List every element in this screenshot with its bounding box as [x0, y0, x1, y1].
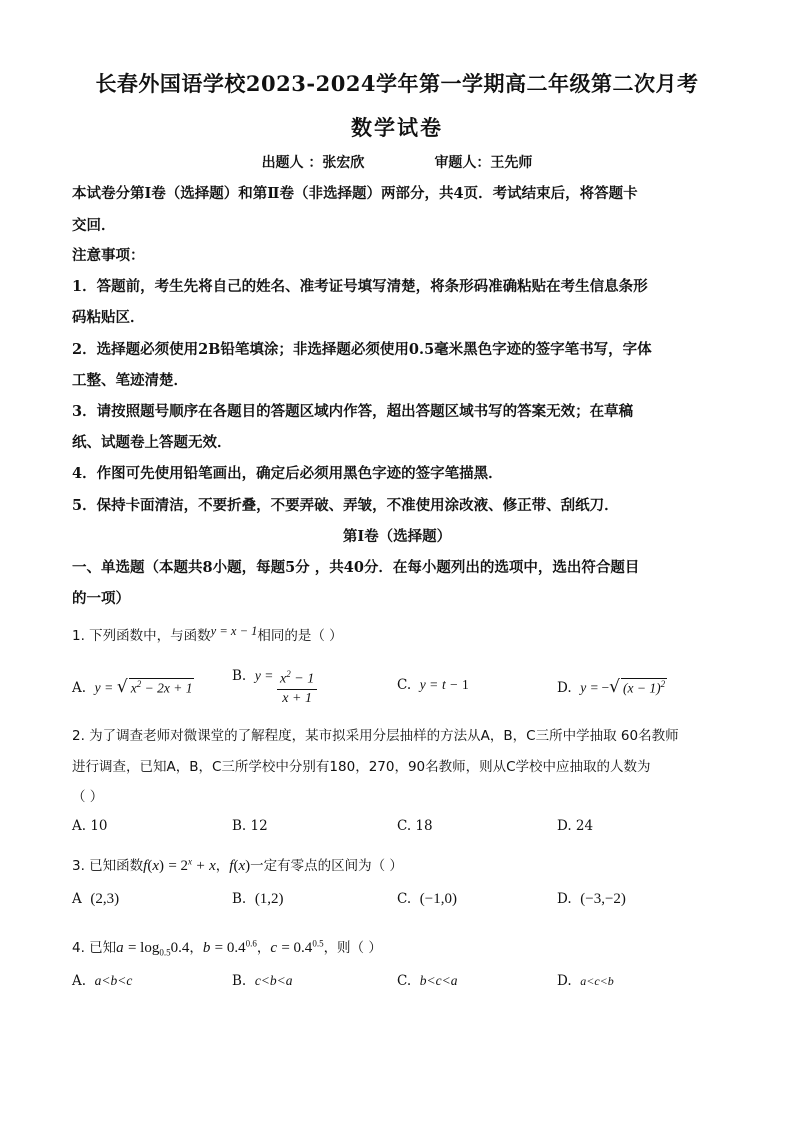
note-line: 工整、笔迹清楚．: [72, 372, 188, 389]
setter: 出题人 ：张宏欣: [261, 155, 365, 171]
question-1-stem: 1. 下列函数中，与函数y = x − 1相同的是（ ）: [72, 624, 343, 644]
exam-title: 长春外国语学校2023-2024学年第一学期高二年级第二次月考: [95, 71, 699, 96]
question-4-option-d[interactable]: D. a<c<b: [557, 973, 614, 989]
note-line: 5．保持卡面清洁，不要折叠，不要弄破、弄皱，不准使用涂改液、修正带、刮纸刀．: [72, 497, 619, 514]
question-4-option-b[interactable]: B. c<b<a: [232, 973, 293, 989]
question-3-stem: 3. 已知函数$f(x) = 2^x + x$，f(x)一定有零点的区间为（ ）: [72, 856, 403, 874]
question-2-line-1: 2. 为了调查老师对微课堂的了解程度，某市拟采用分层抽样的方法从A，B，C三所中学抽取 60名教师: [72, 728, 679, 744]
question-2-option-c[interactable]: C. 18: [397, 818, 433, 834]
note-line: 纸、试题卷上答题无效．: [72, 434, 232, 451]
intro-line-2: 交回．: [72, 217, 116, 234]
authors-line: [0, 152, 794, 172]
note-line: 码粘贴区．: [72, 309, 145, 326]
question-1-option-d[interactable]: D. y = −√ $(x - 1)^2$: [557, 677, 666, 697]
question-3-option-b[interactable]: B. (1,2): [232, 891, 284, 907]
question-2-line-3: （ ）: [72, 789, 104, 805]
question-1-option-c[interactable]: C. y = t − 1: [397, 677, 469, 693]
question-1-option-b[interactable]: B. y = $\frac{x^2 - 1}{x + 1}$: [232, 665, 317, 708]
question-3-option-a[interactable]: A (2,3): [72, 891, 120, 907]
question-1-option-a[interactable]: A. y = √ $x^2 - 2x + 1$: [72, 677, 193, 697]
question-2-option-d[interactable]: D. 24: [557, 818, 594, 834]
note-line: 3．请按照题号顺序在各题目的答题区域内作答，超出答题区域书写的答案无效；在草稿: [72, 403, 634, 420]
question-2-line-2: 进行调查，已知A，B，C三所学校中分别有180，270，90名教师，则从C学校中应抽取的人数为: [72, 759, 651, 775]
reviewer: 审题人：王先师: [434, 155, 533, 171]
section-instruction-2: 的一项）: [72, 590, 130, 607]
note-line: 4．作图可先使用铅笔画出，确定后必须用黑色字迹的签字笔描黑．: [72, 465, 503, 482]
question-4-stem: 4. 已知$a = \log_{0.5}0.4$，$b = 0.4^{0.6}$，$c = 0.4^{0.5}$，则（ ）: [72, 938, 382, 958]
question-3-option-c[interactable]: C. (−1,0): [397, 891, 457, 907]
question-4-option-c[interactable]: C. b<c<a: [397, 973, 458, 989]
question-4-option-a[interactable]: A. a<b<c: [72, 973, 133, 989]
note-line: 2．选择题必须使用2B铅笔填涂；非选择题必须使用0.5毫米黑色字迹的签字笔书写，字体: [72, 341, 652, 358]
intro-line-1: 本试卷分第Ⅰ卷（选择题）和第Ⅱ卷（非选择题）两部分，共4页．考试结束后，将答题卡: [72, 185, 638, 202]
question-2-option-a[interactable]: A. 10: [72, 818, 108, 834]
section-instruction-1: 一、单选题（本题共8小题，每题5分 ，共40分．在每小题列出的选项中，选出符合题目: [72, 559, 640, 576]
question-3-option-d[interactable]: D. (−3,−2): [557, 891, 626, 907]
question-2-option-b[interactable]: B. 12: [232, 818, 268, 834]
exam-subtitle: 数学试卷: [351, 115, 443, 140]
section-heading: 第Ⅰ卷（选择题）: [342, 528, 452, 545]
stem-formula: y = x − 1: [210, 624, 258, 638]
notice-title: 注意事项：: [72, 247, 145, 264]
note-line: 1．答题前，考生先将自己的姓名、准考证号填写清楚，将条形码准确粘贴在考生信息条形: [72, 278, 648, 295]
